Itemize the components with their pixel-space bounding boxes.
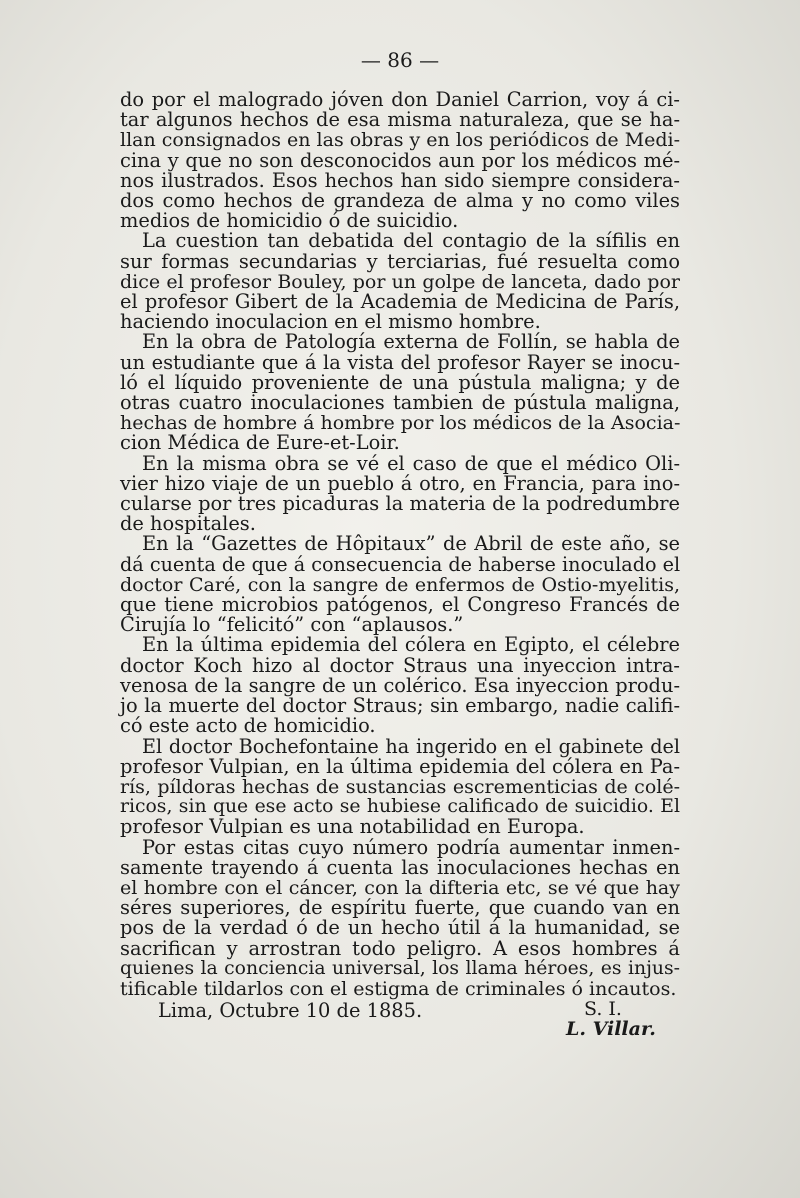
paragraph <box>120 451 680 536</box>
text-line: Cirujía lo “felicitó” con “aplausos.” <box>120 613 464 637</box>
text-line: otras cuatro inoculaciones tambien de pústula maligna, <box>120 391 680 415</box>
paragraph <box>120 534 680 635</box>
text-line: La cuestion tan debatida del contagio de la sífilis en <box>142 229 680 253</box>
text-line: cina y que no son desconocidos aun por los médicos mé- <box>120 148 680 172</box>
text-line: nos ilustrados. Esos hechos han sido siempre considera- <box>120 168 680 192</box>
text-line: que tiene microbios patógenos, el Congreso Francés de <box>120 593 680 617</box>
signature-name: L. Villar. <box>566 1018 656 1040</box>
text-line: haciendo inoculacion en el mismo hombre. <box>120 310 541 334</box>
dateline: Lima, Octubre 10 de 1885. <box>158 999 423 1023</box>
text-line: un estudiante que á la vista del profesor Rayer se inocu- <box>120 350 680 374</box>
text-line: jo la muerte del doctor Straus; sin embargo, nadie califi- <box>120 694 680 718</box>
text-line: có este acto de homicidio. <box>120 714 376 738</box>
text-line: de hospitales. <box>120 512 256 536</box>
text-line: sacrifican y arrostran todo peligro. A esos hombres á <box>120 936 680 960</box>
text-line: sur formas secundarias y terciarias, fué resuelta como <box>120 249 680 273</box>
paragraph <box>120 90 680 231</box>
text-line: El doctor Bochefontaine ha ingerido en el gabinete del <box>142 734 680 758</box>
text-line: dá cuenta de que á consecuencia de haberse inoculado el <box>120 552 681 576</box>
text-line: pos de la verdad ó de un hecho útil á la humanidad, se <box>120 916 680 940</box>
paragraph <box>120 332 680 453</box>
text-line: samente trayendo á cuenta las inoculaciones hechas en <box>120 855 680 879</box>
paragraph <box>120 635 680 736</box>
text-line: llan consignados en las obras y en los periódicos de Medi- <box>120 129 681 152</box>
text-line: Por estas citas cuyo número podría aumentar inmen- <box>142 835 680 859</box>
paragraph <box>120 835 680 1000</box>
text-line: En la última epidemia del cólera en Egipto, el célebre <box>142 633 680 657</box>
text-line: tar algunos hechos de esa misma naturaleza, que se ha- <box>120 108 680 132</box>
text-line: vier hizo viaje de un pueblo á otro, en Francia, para ino- <box>120 471 680 495</box>
text-line: el hombre con el cáncer, con la difteria etc, se vé que hay <box>120 876 680 899</box>
text-line: dos como hechos de grandeza de alma y no como viles <box>120 189 680 213</box>
text-line: En la “Gazettes de Hôpitaux” de Abril de este año, se <box>142 532 680 556</box>
text-line: En la obra de Patología externa de Follín, se habla de <box>142 330 680 354</box>
body-text <box>120 90 680 1021</box>
text-line: ló el líquido proveniente de una pústula maligna; y de <box>120 370 680 394</box>
text-line: venosa de la sangre de un colérico. Esa inyeccion produ- <box>120 673 680 697</box>
text-line: cion Médica de Eure-et-Loir. <box>120 431 400 455</box>
text-line: el profesor Gibert de la Academia de Medicina de París, <box>120 290 680 314</box>
text-line: séres superiores, de espíritu fuerte, que cuando van en <box>120 896 680 920</box>
text-line: ricos, sin que ese acto se hubiese calificado de suicidio. El <box>120 796 680 818</box>
text-line: quienes la conciencia universal, los llama héroes, es injus- <box>120 957 680 979</box>
paragraph <box>120 734 680 839</box>
text-line: dice el profesor Bouley, por un golpe de lanceta, dado por <box>120 270 680 293</box>
text-line: doctor Caré, con la sangre de enfermos de Ostio-myelitis, <box>120 573 680 596</box>
text-line: doctor Koch hizo al doctor Straus una inyeccion intra- <box>120 653 680 677</box>
signature-initials: S. I. <box>584 998 622 1020</box>
text-line: profesor Vulpian es una notabilidad en Europa. <box>120 815 585 839</box>
text-line: tificable tildarlos con el estigma de criminales ó incautos. <box>120 977 677 1000</box>
text-line: hechas de hombre á hombre por los médicos de la Asocia- <box>120 412 681 435</box>
paragraph <box>120 231 680 332</box>
text-line: En la misma obra se vé el caso de que el médico Oli- <box>142 451 680 475</box>
text-line: profesor Vulpian, en la última epidemia del cólera en Pa- <box>120 754 680 778</box>
text-line: medios de homicidio ó de suicidio. <box>120 209 459 233</box>
page-number: — 86 — <box>360 48 440 72</box>
text-line: do por el malogrado jóven don Daniel Carrion, voy á ci- <box>120 88 680 111</box>
text-line: rís, píldoras hechas de sustancias escrementicias de colé- <box>120 775 680 798</box>
text-line: cularse por tres picaduras la materia de la podredumbre <box>120 492 680 516</box>
